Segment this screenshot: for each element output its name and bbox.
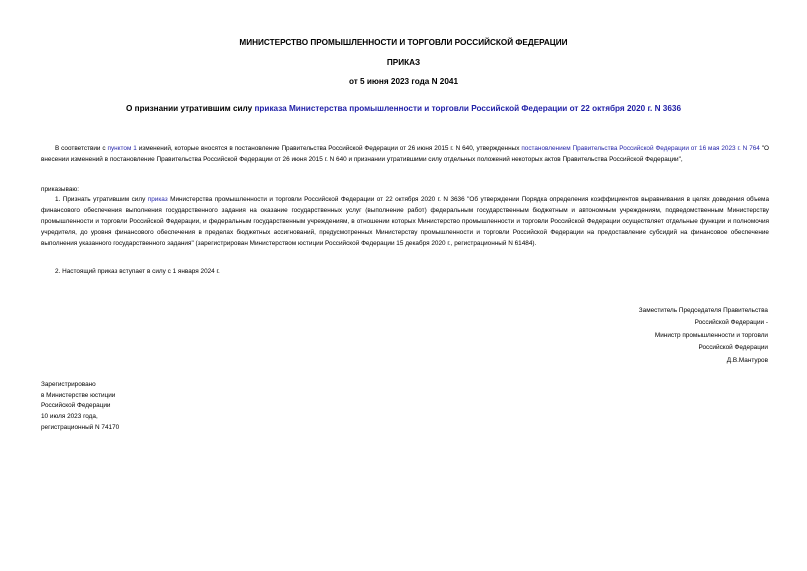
preamble-text-1: В соответствии с xyxy=(55,145,108,152)
signature-block xyxy=(468,305,768,367)
registration-number: регистрационный N 74170 xyxy=(41,423,120,431)
registration-line: в Министерстве юстиции xyxy=(41,391,116,399)
signature-line: Российской Федерации xyxy=(698,344,768,352)
item-2-text: 2. Настоящий приказ вступает в силу с 1 января 2024 г. xyxy=(55,268,220,275)
ministry-heading: МИНИСТЕРСТВО ПРОМЫШЛЕННОСТИ И ТОРГОВЛИ РОССИЙСКОЙ ФЕДЕРАЦИИ xyxy=(239,38,568,47)
registration-line: Зарегистрировано xyxy=(41,381,96,388)
item-1-link-order[interactable]: приказ xyxy=(147,196,168,203)
date-number-heading: от 5 июня 2023 года N 2041 xyxy=(348,77,459,86)
subject-prefix: О признании утратившим силу xyxy=(125,104,255,113)
signature-line: Министр промышленности и торговли xyxy=(654,331,768,339)
orders-word: приказываю: xyxy=(41,186,79,193)
preamble-text-3: "О внесении изменений в постановление Правительства Российской Федерации от 26 июня 2015 г. N 640 и признании утратившими силу отдельных положений некоторых актов Правительства Российской Федерации", xyxy=(41,145,769,163)
item-1-text-1: 1. Признать утратившим силу xyxy=(55,196,148,203)
item-2-paragraph xyxy=(41,266,769,277)
registration-line: Российской Федерации xyxy=(41,402,111,410)
item-1-text-2: Министерства промышленности и торговли Российской Федерации от 22 октября 2020 г. N 3636 "Об утверждении Порядка определения коэффициентов выравнивания в целях доведения объема финансового обеспечения выполнения государственного задания на оказание государственных услуг (выполнение работ) федеральным государственным бюджетным и автономным учреждениям, подведомственным Министерству промышленности и торговли Российской Федерации, и федеральным государственным учреждениям, в отношении которых Министерство промышленности и торговли Российской Федерации осуществляет отдельные функции и полномочия учредителя, до уровня финансового обеспечения в пределах бюджетных ассигнований, предусмотренных Министерству промышленности и торговли Российской Федерации на предоставление субсидий на финансовое обеспечение выполнения указанного государственного задания" (зарегистрирован Министерством юстиции Российской Федерации 15 декабря 2020 г., регистрационный N 61484). xyxy=(41,196,770,247)
registration-block xyxy=(41,380,119,434)
document-subject xyxy=(0,104,807,113)
signatory-name: Д.В.Мантуров xyxy=(726,356,768,364)
document-type-heading: ПРИКАЗ xyxy=(386,58,421,67)
signature-line: Заместитель Председателя Правительства xyxy=(638,307,768,314)
preamble-text-2: изменений, которые вносятся в постановление Правительства Российской Федерации от 26 июня 2015 г. N 640, утвержденных xyxy=(136,145,522,152)
item-1-paragraph xyxy=(41,194,769,249)
preamble-link-item[interactable]: пунктом 1 xyxy=(107,145,137,152)
preamble-paragraph xyxy=(41,143,769,165)
preamble-link-decree[interactable]: постановлением Правительства Российской Федерации от 16 мая 2023 г. N 764 xyxy=(521,145,760,152)
registration-date: 10 июля 2023 года, xyxy=(41,413,98,421)
signature-line: Российской Федерации - xyxy=(694,319,768,327)
subject-link[interactable]: приказа Министерства промышленности и торговли Российской Федерации от 22 октября 2020 г. N 3636 xyxy=(254,104,681,113)
